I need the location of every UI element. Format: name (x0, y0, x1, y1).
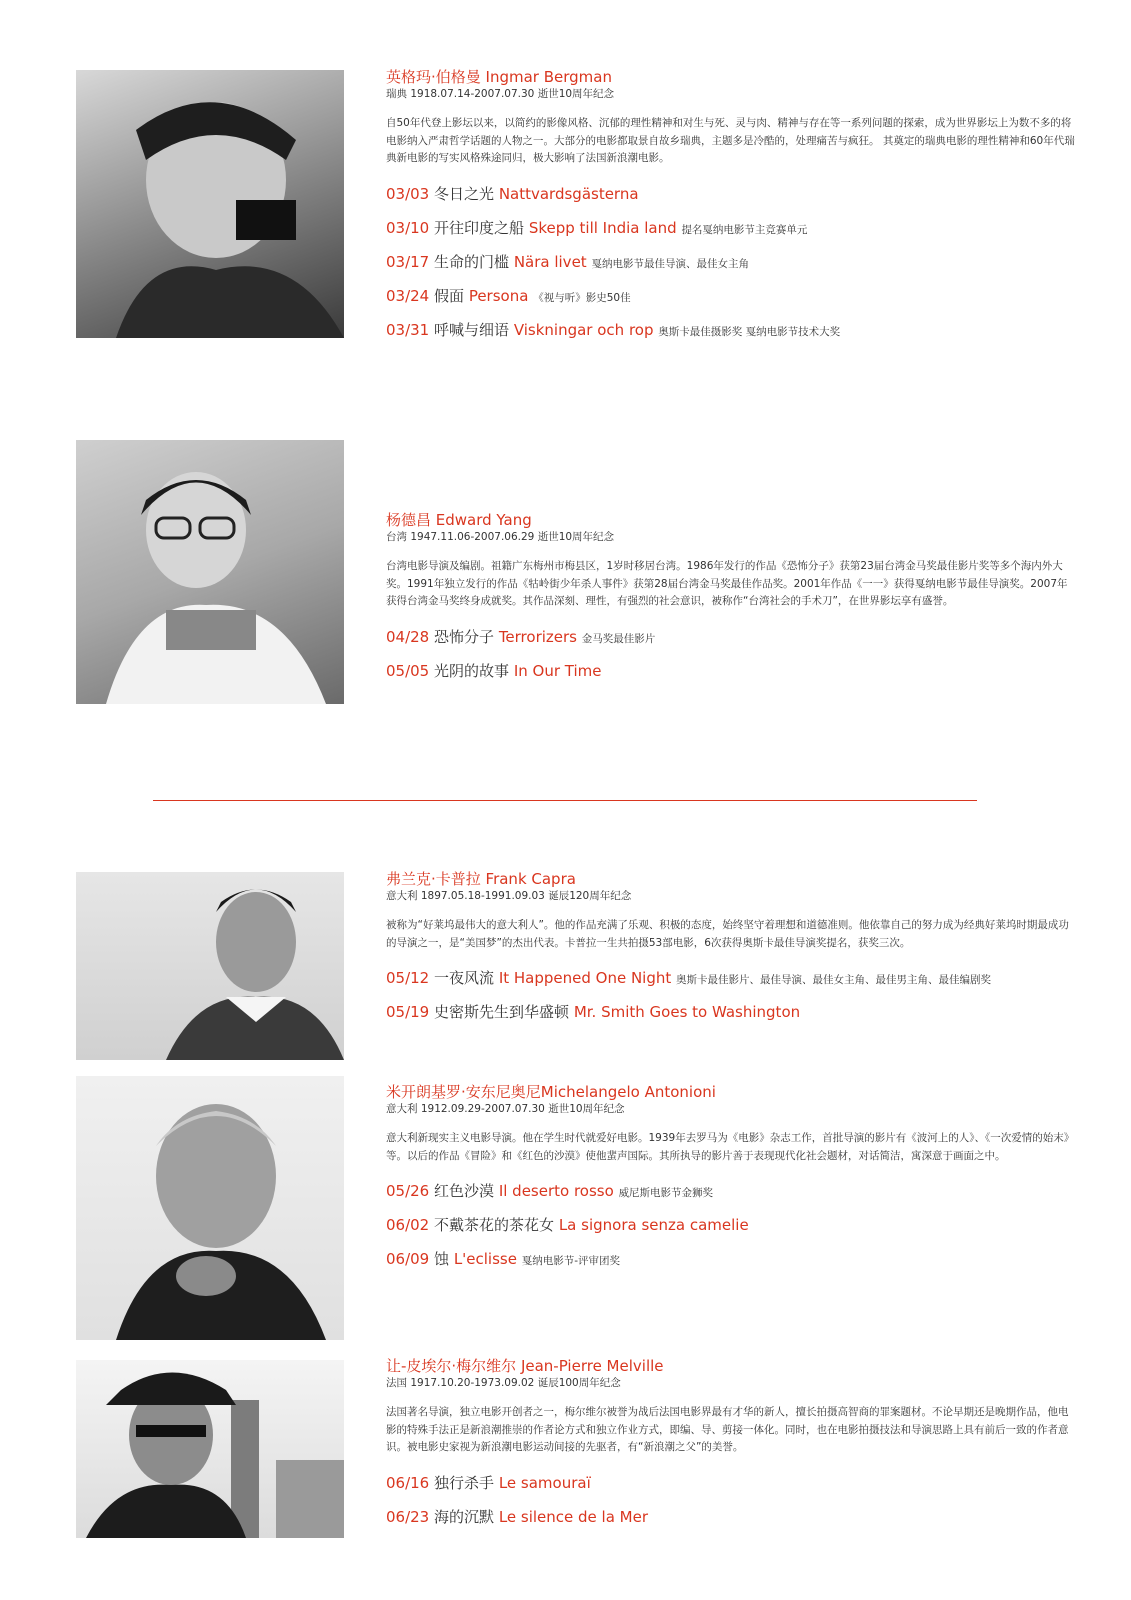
film-item (386, 961, 1076, 995)
director-description: 被称为“好莱坞最伟大的意大利人”。他的作品充满了乐观、积极的态度，始终坚守着理想和道德准则。他依靠自己的努力成为经典好莱坞时期最成功的导演之一，是“美国梦”的杰出代表。卡普拉一生共拍摄53部电影，6次获得奥斯卡最佳导演奖提名，获奖三次。 (386, 919, 1069, 949)
film-item (386, 995, 1076, 1029)
film-date: 03/03 (386, 184, 430, 203)
film-award: 《视与听》影史50佳 (533, 291, 631, 304)
portrait-ingmar-bergman (76, 70, 344, 338)
film-list (386, 1174, 1076, 1276)
film-date: 05/19 (386, 1003, 430, 1021)
film-title-original: It Happened One Night (498, 969, 672, 987)
film-item (386, 1466, 1076, 1500)
film-date: 06/02 (386, 1216, 430, 1234)
film-list (386, 1466, 1076, 1534)
film-date: 06/16 (386, 1473, 430, 1492)
portrait-image (76, 70, 344, 338)
portrait-image (76, 1076, 344, 1340)
film-award: 戛纳电影节最佳导演、最佳女主角 (591, 257, 749, 270)
film-date: 03/10 (386, 218, 430, 237)
director-info: 意大利 1912.09.29-2007.07.30 逝世10周年纪念 (386, 1103, 625, 1115)
director-description: 意大利新现实主义电影导演。他在学生时代就爱好电影。1939年去罗马为《电影》杂志工作，首批导演的影片有《波河上的人》、《一次爱情的始末》等。以后的作品《冒险》和《红色的沙漠》使他蜚声国际。其所执导的影片善于表现现代化社会题材，对话简洁，寓深意于画面之中。 (386, 1132, 1075, 1162)
film-award: 戛纳电影节-评审团奖 (521, 1255, 621, 1267)
portrait-edward-yang (76, 440, 344, 704)
director-block (386, 511, 1076, 688)
film-item (386, 620, 1076, 654)
film-item (386, 279, 1076, 313)
film-date: 03/17 (386, 252, 430, 271)
film-award: 威尼斯电影节金狮奖 (618, 1187, 714, 1199)
film-item (386, 1500, 1076, 1534)
film-title-original: Nattvardsgästerna (498, 184, 639, 203)
film-item (386, 211, 1076, 245)
film-title-cn: 假面 (434, 286, 465, 305)
film-title-cn: 独行杀手 (434, 1473, 495, 1492)
film-title-original: Skepp till India land (528, 218, 677, 237)
portrait-image (76, 1360, 344, 1538)
film-title-cn: 一夜风流 (434, 969, 495, 987)
film-award: 奥斯卡最佳摄影奖 戛纳电影节技术大奖 (658, 325, 841, 338)
director-name: 英格玛·伯格曼 Ingmar Bergman (386, 68, 612, 86)
section-divider (153, 800, 977, 801)
film-title-cn: 红色沙漠 (434, 1182, 495, 1200)
film-item (386, 654, 1076, 688)
film-award: 奥斯卡最佳影片、最佳导演、最佳女主角、最佳男主角、最佳编剧奖 (676, 974, 992, 986)
film-item (386, 1208, 1076, 1242)
film-title-original: In Our Time (513, 661, 602, 680)
film-title-original: Terrorizers (498, 627, 577, 646)
director-block (386, 68, 1076, 347)
director-block (386, 1357, 1076, 1534)
film-date: 05/26 (386, 1182, 430, 1200)
director-name: 杨德昌 Edward Yang (386, 511, 532, 529)
film-title-original: L'eclisse (453, 1250, 517, 1268)
film-list (386, 620, 1076, 688)
film-date: 05/05 (386, 661, 430, 680)
film-item (386, 177, 1076, 211)
film-date: 04/28 (386, 627, 430, 646)
film-item (386, 313, 1076, 347)
director-description: 法国著名导演，独立电影开创者之一，梅尔维尔被誉为战后法国电影界最有才华的新人，擅长拍摄高智商的罪案题材。不论早期还是晚期作品，他电影的特殊手法正是新浪潮推崇的作者论方式和独立作业方式，即编、导、剪接一体化。同时，也在电影拍摄技法和导演思路上具有前后一致的作者意识。被电影史家视为新浪潮电影运动间接的先驱者，有“新浪潮之父”的美誉。 (386, 1406, 1069, 1453)
film-award: 金马奖最佳影片 (581, 632, 656, 645)
director-info: 瑞典 1918.07.14-2007.07.30 逝世10周年纪念 (386, 88, 615, 100)
film-title-original: Le samouraï (498, 1473, 591, 1492)
film-date: 05/12 (386, 969, 430, 987)
film-item (386, 1242, 1076, 1276)
film-title-original: Viskningar och rop (513, 320, 654, 339)
portrait-image (76, 440, 344, 704)
film-title-original: Il deserto rosso (498, 1182, 614, 1200)
film-award: 提名戛纳电影节主竞赛单元 (681, 223, 808, 236)
portrait-michelangelo-antonioni (76, 1076, 344, 1340)
film-date: 06/09 (386, 1250, 430, 1268)
director-description: 台湾电影导演及编剧。祖籍广东梅州市梅县区，1岁时移居台湾。1986年发行的作品《恐怖分子》获第23届台湾金马奖最佳影片奖等多个海内外大奖。1991年独立发行的作品《牯岭街少年杀人事件》获第28届台湾金马奖最佳作品奖。2001年作品《一一》获得戛纳电影节最佳导演奖。2007年获得台湾金马奖终身成就奖。其作品深刻、理性，有强烈的社会意识，被称作“台湾社会的手术刀”，在世界影坛享有盛誉。 (386, 560, 1068, 607)
film-list (386, 961, 1076, 1029)
film-title-cn: 不戴茶花的茶花女 (434, 1216, 555, 1234)
portrait-image (76, 872, 344, 1060)
portrait-frank-capra (76, 872, 344, 1060)
director-name: 米开朗基罗·安东尼奥尼Michelangelo Antonioni (386, 1083, 716, 1101)
director-info: 意大利 1897.05.18-1991.09.03 诞辰120周年纪念 (386, 890, 632, 902)
director-name: 让-皮埃尔·梅尔维尔 Jean-Pierre Melville (386, 1357, 664, 1375)
film-list (386, 177, 1076, 347)
film-title-cn: 海的沉默 (434, 1507, 495, 1526)
film-title-cn: 呼喊与细语 (434, 320, 510, 339)
director-block (386, 870, 1076, 1029)
film-title-cn: 恐怖分子 (434, 627, 495, 646)
film-title-cn: 生命的门槛 (434, 252, 510, 271)
film-item (386, 245, 1076, 279)
film-item (386, 1174, 1076, 1208)
film-date: 06/23 (386, 1507, 430, 1526)
director-info: 法国 1917.10.20-1973.09.02 诞辰100周年纪念 (386, 1377, 621, 1389)
director-name: 弗兰克·卡普拉 Frank Capra (386, 870, 576, 888)
portrait-jean-pierre-melville (76, 1360, 344, 1538)
film-title-original: Nära livet (513, 252, 587, 271)
film-date: 03/31 (386, 320, 430, 339)
film-title-cn: 蚀 (434, 1250, 450, 1268)
film-title-original: Mr. Smith Goes to Washington (573, 1003, 801, 1021)
director-description: 自50年代登上影坛以来，以简约的影像风格、沉郁的理性精神和对生与死、灵与肉、精神与存在等一系列问题的探索，成为世界影坛上为数不多的将电影纳入严肃哲学话题的人物之一。大部分的电影都取景自故乡瑞典，主题多是冷酷的，处理痛苦与疯狂。 其奠定的瑞典电影的理性精神和60年代瑞典新电影的写实风格殊途同归，极大影响了法国新浪潮电影。 (386, 117, 1075, 164)
film-title-cn: 冬日之光 (434, 184, 495, 203)
film-title-original: Persona (468, 286, 529, 305)
film-title-cn: 开往印度之船 (434, 218, 525, 237)
film-title-cn: 光阴的故事 (434, 661, 510, 680)
film-title-original: La signora senza camelie (558, 1216, 749, 1234)
film-title-original: Le silence de la Mer (498, 1507, 649, 1526)
film-date: 03/24 (386, 286, 430, 305)
director-info: 台湾 1947.11.06-2007.06.29 逝世10周年纪念 (386, 531, 615, 543)
director-block (386, 1083, 1076, 1276)
film-title-cn: 史密斯先生到华盛顿 (434, 1003, 570, 1021)
